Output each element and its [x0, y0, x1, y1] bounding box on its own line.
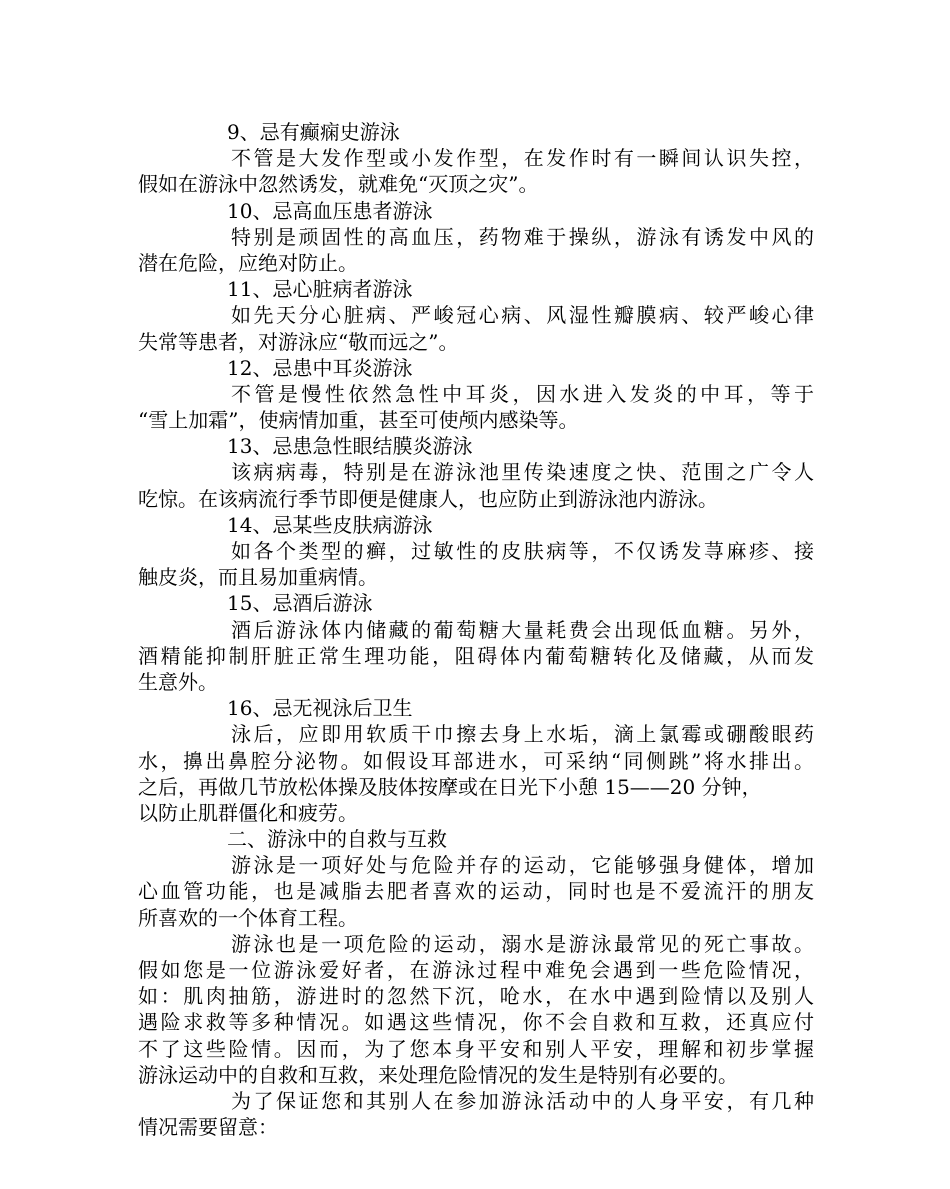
heading-16: 16、忌无视泳后卫生 — [227, 696, 413, 721]
heading-13: 13、忌患急性眼结膜炎游泳 — [227, 434, 473, 459]
heading-12: 12、忌患中耳炎游泳 — [227, 355, 413, 380]
paragraph-line: 失常等患者，对游泳应“敬而远之”。 — [138, 329, 459, 354]
paragraph-line: 为了保证您和其别人在参加游泳活动中的人身平安，有几种 — [231, 1088, 814, 1113]
paragraph-line: “雪上加霜”，使病情加重，甚至可使颅内感染等。 — [138, 408, 579, 433]
paragraph-line: 触皮炎，而且易加重病情。 — [138, 565, 378, 590]
paragraph-line: 不管是慢性依然急性中耳炎，因水进入发炎的中耳，等于 — [231, 381, 814, 406]
paragraph-line: 游泳也是一项危险的运动，溺水是游泳最常见的死亡事故。 — [231, 931, 814, 956]
paragraph-line: 如各个类型的癣，过敏性的皮肤病等，不仅诱发荨麻疹、接 — [231, 539, 814, 563]
paragraph-line: 不了这些险情。因而，为了您本身平安和别人平安，理解和初步掌握 — [138, 1036, 814, 1061]
paragraph-line: 游泳是一项好处与危险并存的运动，它能够强身健体，增加 — [231, 853, 814, 878]
paragraph-line: 以防止肌群僵化和疲劳。 — [138, 800, 358, 825]
heading-10: 10、忌高血压患者游泳 — [227, 198, 433, 223]
section-heading-2: 二、游泳中的自救与互救 — [227, 827, 447, 852]
paragraph-line: 如：肌肉抽筋，游进时的忽然下沉，呛水，在水中遇到险情以及别人 — [138, 984, 814, 1009]
heading-9: 9、忌有癫痫史游泳 — [227, 120, 400, 144]
document-body — [138, 119, 814, 1140]
paragraph-line: 该病病毒，特别是在游泳池里传染速度之快、范围之广令人 — [231, 460, 814, 485]
heading-11: 11、忌心脏病者游泳 — [227, 277, 413, 302]
paragraph-line: 情况需要留意： — [138, 1115, 278, 1140]
paragraph-line: 吃惊。在该病流行季节即便是健康人，也应防止到游泳池内游泳。 — [138, 486, 718, 511]
paragraph-line: 生意外。 — [138, 669, 218, 694]
paragraph-line: 遇险求救等多种情况。如遇这些情况，你不会自救和互救，还真应付 — [138, 1010, 814, 1035]
paragraph-line: 酒后游泳体内储藏的葡萄糖大量耗费会出现低血糖。另外， — [231, 617, 814, 642]
paragraph-line: 假如您是一位游泳爱好者，在游泳过程中难免会遇到一些危险情况， — [138, 958, 814, 982]
paragraph-line: 心血管功能，也是减脂去肥者喜欢的运动，同时也是不爱流汗的朋友 — [138, 879, 814, 904]
paragraph-line: 所喜欢的一个体育工程。 — [138, 905, 358, 930]
paragraph-line: 水，擤出鼻腔分泌物。如假设耳部进水，可采纳“同侧跳”将水排出。 — [138, 748, 814, 773]
paragraph-line: 特别是顽固性的高血压，药物难于操纵，游泳有诱发中风的 — [231, 224, 814, 249]
paragraph-line: 泳后，应即用软质干巾擦去身上水垢，滴上氯霉或硼酸眼药 — [231, 722, 814, 747]
paragraph-line: 不管是大发作型或小发作型，在发作时有一瞬间认识失控， — [231, 146, 814, 171]
paragraph-line: 之后，再做几节放松体操及肢体按摩或在日光下小憩 15——20 分钟， — [138, 774, 762, 799]
paragraph-line: 假如在游泳中忽然诱发，就难免“灭顶之灾”。 — [138, 172, 539, 197]
paragraph-line: 如先天分心脏病、严峻冠心病、风湿性瓣膜病、较严峻心律 — [231, 303, 814, 328]
paragraph-line: 游泳运动中的自救和互救，来处理危险情况的发生是特别有必要的。 — [138, 1062, 738, 1087]
heading-15: 15、忌酒后游泳 — [227, 591, 373, 616]
paragraph-line: 酒精能抑制肝脏正常生理功能，阻碍体内葡萄糖转化及储藏，从而发 — [138, 643, 814, 668]
heading-14: 14、忌某些皮肤病游泳 — [227, 512, 433, 537]
paragraph-line: 潜在危险，应绝对防止。 — [138, 250, 358, 275]
